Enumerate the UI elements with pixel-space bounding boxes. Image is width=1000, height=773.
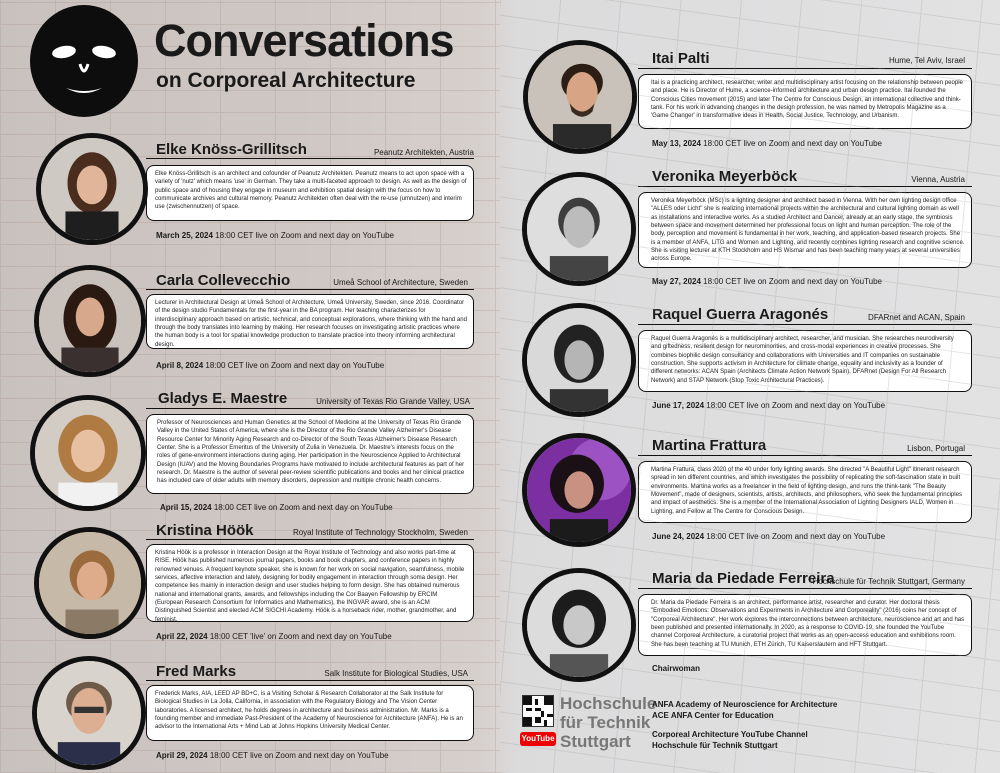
speaker-name: Itai Palti [652, 50, 710, 67]
divider [146, 680, 474, 681]
event-date: June 24, 2024 18:00 CET live on Zoom and next day on YouTube [652, 532, 886, 541]
speaker-photo-maestre [30, 395, 146, 511]
speaker-name: Veronika Meyerböck [652, 168, 798, 185]
speaker-name: Raquel Guerra Aragonés [652, 306, 829, 323]
divider [146, 158, 474, 159]
speaker-name: Martina Frattura [652, 437, 767, 454]
poster-subtitle: on Corporeal Architecture [156, 69, 416, 92]
org-youtube-channel: Corporeal Architecture YouTube Channel [652, 730, 808, 739]
hft-logo: Hochschule für Technik Stuttgart [560, 694, 657, 751]
speaker-name: Maria da Piedade Ferreira [652, 570, 835, 587]
event-date: June 17, 2024 18:00 CET live on Zoom and next day on YouTube [652, 401, 886, 410]
speaker-affiliation: DFARnet and ACAN, Spain [868, 313, 965, 322]
divider [638, 324, 972, 325]
event-date: May 13, 2024 18:00 CET live on Zoom and next day on YouTube [652, 139, 882, 148]
speaker-photo-frattura [522, 433, 636, 547]
youtube-logo[interactable]: YouTube [520, 732, 556, 746]
divider [638, 186, 972, 187]
speaker-photo-knoss [36, 133, 148, 245]
speaker-bio: Martina Frattura, class 2020 of the 40 under forty lighting awards. She directed "A Beautiful Light" itinerant research spread in ten different countries, and which investigates the possibility of replicating the soft-fascination state in built environments. Martina works as a freelancer in the field of lighting design, and runs the think-tank "The Beauty Movement", made of designers, scientists, artists, architects, and philosophers, who seek the fundamental principles and impact of aesthetics. She is a member of the International Association of Lighting Designers IALD, Women in Lighting, and Fellow at The Centre for Conscious Design. [638, 461, 972, 523]
event-date: April 8, 2024 18:00 CET live on Zoom and next day on YouTube [156, 361, 385, 370]
speaker-bio: Veronika Meyerböck (MSc) is a lighting designer and architect based in Vienna. With her own lighting design office "ALLES oder Licht" she is realizing international projects within the architectural and cultural lighting domain as well as installations and interactive works. As a studied Architect and Dancer, already at an early stage, the symbiosis between space and movement determined her professional focus on light and human perception. The role of the body, perception and movement is fundamental in her work, teaching, and application-based research projects. She is a member of ANFA, LiTG and Women and Lighting, and recently combines lighting research and cognitive science. She is visiting lecturer at KTH Stockholm and HS Wismar and has been teaching many years at several universities across Europe. [638, 192, 972, 268]
speaker-bio: Itai is a practicing architect, researcher, writer and multidisciplinary artist focusing on the relationship between people and place. He is Director of Hume, a science-informed architecture and urban design practice. Itai founded the Conscious Cities movement (2015) and later The Centre for Conscious Design, an international collective and think-tank. For his work in advancing changes in the design profession, he was named by Metropolis Magazine as a 'Game Changer' in transformative ideas in Health, Social Justice, Technology, and Urbanism. [638, 74, 972, 129]
event-date: April 22, 2024 18:00 CET 'live' on Zoom and next day on YouTube [156, 632, 392, 641]
footer [520, 690, 980, 765]
speaker-name: Elke Knöss-Grillitsch [156, 141, 307, 158]
speaker-affiliation: Hume, Tel Aviv, Israel [888, 56, 965, 65]
speaker-affiliation: Hochschule für Technik Stuttgart, Germany [812, 577, 965, 586]
speaker-photo-collevecchio [34, 265, 146, 377]
speaker-name: Fred Marks [156, 663, 237, 680]
speaker-bio: Dr. Maria da Piedade Ferreira is an architect, performance artist, researcher and curator. Her doctoral thesis "Embodied Emotions: Observations and Experiments in Architecture and Corporeality" (2016) coins her concept of "Corporeal Architecture". Her work explores the interconnections between architecture, neuroscience and art and has been published and presented internationally. In 2020, as a response to COVID-19, she founded the YouTube channel Corporeal Architecture, a curatorial project that works as an open-access education and exhibitions room. She has been teaching at TU Munich, ETH Zürich, TU Kaiserslautern and HFT Stuttgart. [638, 594, 972, 656]
face-mask-icon [28, 4, 140, 119]
event-date: April 15, 2024 18:00 CET live on Zoom and next day on YouTube [160, 503, 393, 512]
speaker-photo-hook [34, 527, 146, 639]
speaker-bio: Elke Knöss-Grillitsch is an architect and cofounder of Peanutz Architekten. Peanutz means to act upon space with a variety of 'nutz' which means 'use' in German. They take a multi-faceted approach to design. As well as the design of public space and of housing they engage in museum and exhibition spatial design with the focus on how to communicate archives and cultural memory. Peanutz Architekten often deal with the re-use (umnutzen) and interim use (zwischennutzen) of space. [146, 165, 474, 221]
chairwoman-label: Chairwoman [652, 664, 701, 673]
speaker-photo-marks [32, 656, 146, 770]
event-date: May 27, 2024 18:00 CET live on Zoom and next day on YouTube [652, 277, 882, 286]
speaker-affiliation: Lisbon, Portugal [907, 444, 965, 453]
speaker-affiliation: Umeå School of Architecture, Sweden [333, 278, 468, 287]
poster-header [28, 4, 488, 124]
speaker-photo-guerra [522, 303, 636, 417]
speaker-photo-palti [523, 40, 637, 154]
speaker-bio: Professor of Neurosciences and Human Genetics at the School of Medicine at the University of Texas Rio Grande Valley in the United States of America, where she is the Director of the Rio Grande Valley Alzheimer's Disease Resource Center for Minority Aging Research and co-Director of the South Texas Alzheimer's Disease Research Center. She is a Professor Emeritus of the University of Zulia in Venezuela. Dr. Maestre's interests focus on the roles of gene-environment interactions during aging. Her participation in the Neuroscience Applied to Architectural Design (IUAV) and the Moving Boundaries Programs have motivated to include architectural features as part of her research. Dr. Maestre is the author of several peer-review scientific publications and books and her clinical practice has included care of older adults with memory disorders, depression and multiple chronic health concerns. [146, 414, 474, 494]
speaker-name: Gladys E. Maestre [158, 390, 288, 407]
speaker-affiliation: Salk Institute for Biological Studies, USA [324, 669, 468, 678]
speaker-photo-meyerbock [522, 172, 636, 286]
speaker-name: Kristina Höök [156, 522, 254, 539]
qr-code-icon [522, 695, 554, 727]
divider [146, 408, 474, 409]
divider [146, 539, 474, 540]
event-date: March 25, 2024 18:00 CET live on Zoom and next day on YouTube [156, 231, 394, 240]
speaker-affiliation: Vienna, Austria [911, 175, 965, 184]
speaker-name: Carla Collevecchio [156, 272, 291, 289]
divider [638, 588, 972, 589]
divider [638, 455, 972, 456]
speaker-photo-ferreira [522, 568, 636, 682]
speaker-bio: Frederick Marks, AIA, LEED AP BD+C, is a Visiting Scholar & Research Collaborator at the Salk Institute for Biological Studies in La Jolla, California, in association with the Regulatory Biology and The Vision Center laboratories. A licensed architect, he holds degrees in architecture and business administration. Mr. Marks is a founding member and immediate Past-President of the Academy of Neuroscience for Architecture (ANFA). He is an advisor to the International Arts + Mind Lab at Johns Hopkins University Medical Center. [146, 685, 474, 741]
event-date: April 29, 2024 18:00 CET live on Zoom and next day on YouTube [156, 751, 389, 760]
poster-title: Conversations [154, 15, 454, 66]
speaker-affiliation: Royal Institute of Technology Stockholm, Sweden [292, 528, 468, 537]
speaker-affiliation: University of Texas Rio Grande Valley, USA [316, 397, 470, 406]
speaker-bio: Raquel Guerra Aragonés is a multidisciplinary architect, researcher, and musician. She researches neurodiversity and giftedness, resilient design for neurominorities, and cross-modal experiences in creative processes. She combines biophilic design consultancy and collaborations with Universities and IT companies on sustainable construction. She supports activism in Architecture for climate change, equality and inclusivity as a founder of different networks: ACAN Spain (Architects Climate Action Network Spain), DFARnet (Design For All Research Network) and STAP Network (Stop Toxic Architectural Practices). [638, 330, 972, 392]
org-hft: Hochschule für Technik Stuttgart [652, 741, 778, 750]
org-anfa: ANFA Academy of Neuroscience for Architecture [652, 700, 838, 709]
divider [638, 68, 972, 69]
speaker-bio: Kristina Höök is a professor in Interaction Design at the Royal Institute of Technology and also works part-time at RISE. Höök has published numerous journal papers, books and book chapters, and conference papers in highly renowned venues. A frequent keynote speaker, she is known for her work on social navigation, seamfulness, mobile services, affective interaction and lately, designing for bodily engagement in interaction through soma design. Her competence lies mainly in interaction design and user studies helping to form design. She has obtained numerous national and international grants, awards, and fellowships including the Cor Baayen Fellowship by ERCIM (European Research Consortium for Informatics and Mathematics), the INGVAR award, she is an ACM Distinguished Scientist and elected ACM SIGCHI Academy. Höök is a horseback rider, mother, grandmother, and feminist. [146, 544, 474, 622]
speaker-affiliation: Peanutz Architekten, Austria [373, 148, 474, 157]
divider [146, 289, 474, 290]
speaker-bio: Lecturer in Architectural Design at Umeå School of Architecture, Umeå University, Sweden, since 2016. Coordinator of the design studio Fundamentals for the first-year in the BA program. Her teaching characterizes for interdisciplinary approach based on artistic, technical, and conceptual explorations, where thinking with the hand and through the body translates into learning by making. Her research focuses on investigating artistic practices where the human body is a tool for spatial knowledge production to translate practice into theory informing architectural design. [146, 294, 474, 349]
org-ace: ACE ANFA Center for Education [652, 711, 774, 720]
